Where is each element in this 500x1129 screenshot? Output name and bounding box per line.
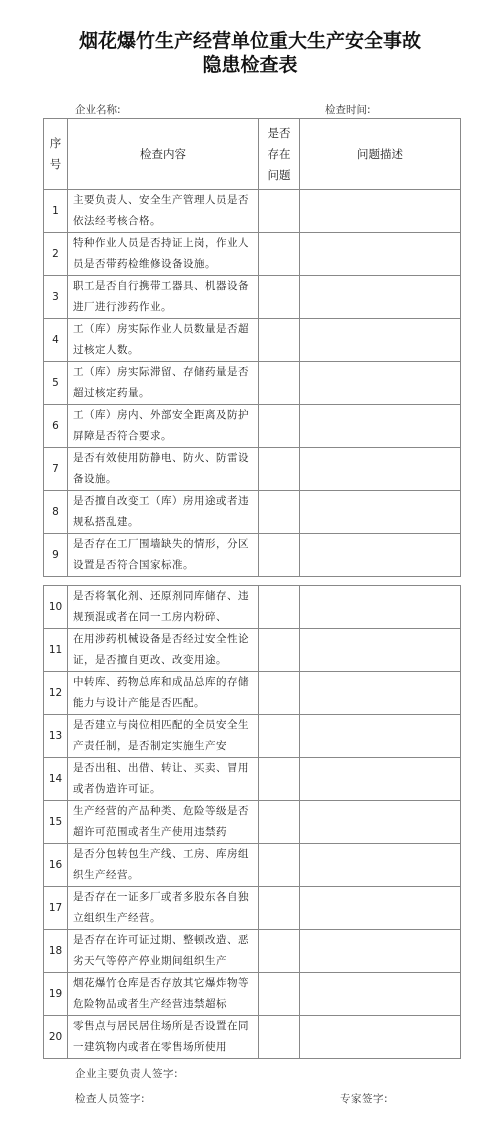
row-number: 2 bbox=[44, 233, 68, 276]
row-content-cell bbox=[68, 586, 259, 629]
check-content: 在用涉药机械设备是否经过安全性论证，是否擅自更改、改变用途。 bbox=[73, 633, 249, 666]
table-row bbox=[44, 844, 461, 887]
row-number: 6 bbox=[44, 405, 68, 448]
row-content-cell bbox=[68, 534, 259, 577]
exists-problem-cell[interactable] bbox=[259, 491, 300, 534]
table-row bbox=[44, 758, 461, 801]
table-row bbox=[44, 190, 461, 233]
exists-problem-cell[interactable] bbox=[259, 801, 300, 844]
check-content: 是否出租、出借、转让、买卖、冒用或者伪造许可证。 bbox=[73, 762, 249, 795]
check-content: 生产经营的产品种类、危险等级是否超许可范围或者生产使用违禁药 bbox=[73, 805, 249, 838]
document-title-line2: 隐患检查表 bbox=[202, 54, 298, 76]
problem-description-cell[interactable] bbox=[300, 930, 461, 973]
exists-problem-cell[interactable] bbox=[259, 629, 300, 672]
check-content: 是否存在工厂围墙缺失的情形，分区设置是否符合国家标准。 bbox=[73, 538, 249, 571]
row-number: 15 bbox=[44, 801, 68, 844]
exists-problem-cell[interactable] bbox=[259, 844, 300, 887]
problem-description-cell[interactable] bbox=[300, 672, 461, 715]
problem-description-cell[interactable] bbox=[300, 190, 461, 233]
checklist-table-part1 bbox=[43, 118, 461, 577]
row-content-cell bbox=[68, 362, 259, 405]
document-title-line1: 烟花爆竹生产经营单位重大生产安全事故 bbox=[78, 30, 421, 52]
table-row bbox=[44, 801, 461, 844]
row-content-cell bbox=[68, 844, 259, 887]
problem-description-cell[interactable] bbox=[300, 319, 461, 362]
problem-description-cell[interactable] bbox=[300, 276, 461, 319]
expert-signature-label: 专家签字: bbox=[340, 1093, 389, 1105]
table-row bbox=[44, 887, 461, 930]
problem-description-cell[interactable] bbox=[300, 233, 461, 276]
exists-problem-cell[interactable] bbox=[259, 362, 300, 405]
table-row bbox=[44, 1016, 461, 1059]
inspector-signature-label: 检查人员签字: bbox=[75, 1093, 146, 1105]
row-number: 12 bbox=[44, 672, 68, 715]
problem-description-cell[interactable] bbox=[300, 629, 461, 672]
problem-description-cell[interactable] bbox=[300, 887, 461, 930]
check-content: 是否擅自改变工（库）房用途或者违规私搭乱建。 bbox=[73, 495, 249, 528]
row-number: 19 bbox=[44, 973, 68, 1016]
row-content-cell bbox=[68, 405, 259, 448]
row-number: 9 bbox=[44, 534, 68, 577]
exists-problem-cell[interactable] bbox=[259, 448, 300, 491]
row-number: 3 bbox=[44, 276, 68, 319]
check-content: 特种作业人员是否持证上岗，作业人员是否带药检维修设备设施。 bbox=[73, 237, 249, 270]
table-row bbox=[44, 586, 461, 629]
table-row bbox=[44, 534, 461, 577]
check-time-label: 检查时间: bbox=[325, 104, 371, 116]
table-row bbox=[44, 930, 461, 973]
problem-description-cell[interactable] bbox=[300, 758, 461, 801]
exists-problem-cell[interactable] bbox=[259, 758, 300, 801]
problem-description-cell[interactable] bbox=[300, 844, 461, 887]
row-number: 18 bbox=[44, 930, 68, 973]
check-content: 是否将氧化剂、还原剂同库储存、违规预混或者在同一工房内粉碎、 bbox=[73, 590, 249, 623]
table-row bbox=[44, 233, 461, 276]
table-row bbox=[44, 319, 461, 362]
exists-problem-cell[interactable] bbox=[259, 887, 300, 930]
row-content-cell bbox=[68, 930, 259, 973]
exists-problem-cell[interactable] bbox=[259, 973, 300, 1016]
check-content: 中转库、药物总库和成品总库的存储能力与设计产能是否匹配。 bbox=[73, 676, 249, 709]
principal-signature-label: 企业主要负责人签字: bbox=[75, 1068, 179, 1080]
exists-problem-cell[interactable] bbox=[259, 586, 300, 629]
exists-problem-cell[interactable] bbox=[259, 534, 300, 577]
check-content: 是否存在一证多厂或者多股东各自独立组织生产经营。 bbox=[73, 891, 249, 924]
header-content: 检查内容 bbox=[68, 119, 259, 190]
table-row bbox=[44, 672, 461, 715]
enterprise-name-label: 企业名称: bbox=[75, 104, 121, 116]
row-content-cell bbox=[68, 629, 259, 672]
check-content: 工（库）房实际作业人员数量是否超过核定人数。 bbox=[73, 323, 249, 356]
row-content-cell bbox=[68, 973, 259, 1016]
table-row bbox=[44, 276, 461, 319]
row-number: 11 bbox=[44, 629, 68, 672]
row-content-cell bbox=[68, 190, 259, 233]
row-number: 16 bbox=[44, 844, 68, 887]
exists-problem-cell[interactable] bbox=[259, 233, 300, 276]
exists-problem-cell[interactable] bbox=[259, 1016, 300, 1059]
row-content-cell bbox=[68, 448, 259, 491]
row-content-cell bbox=[68, 715, 259, 758]
problem-description-cell[interactable] bbox=[300, 1016, 461, 1059]
problem-description-cell[interactable] bbox=[300, 715, 461, 758]
row-content-cell bbox=[68, 758, 259, 801]
row-number: 4 bbox=[44, 319, 68, 362]
row-content-cell bbox=[68, 491, 259, 534]
problem-description-cell[interactable] bbox=[300, 448, 461, 491]
problem-description-cell[interactable] bbox=[300, 586, 461, 629]
table-row bbox=[44, 973, 461, 1016]
table-row bbox=[44, 715, 461, 758]
row-content-cell bbox=[68, 276, 259, 319]
problem-description-cell[interactable] bbox=[300, 491, 461, 534]
check-content: 是否建立与岗位相匹配的全员安全生产责任制，是否制定实施生产安 bbox=[73, 719, 249, 752]
row-number: 10 bbox=[44, 586, 68, 629]
row-content-cell bbox=[68, 887, 259, 930]
header-seq: 序号 bbox=[44, 119, 68, 190]
exists-problem-cell[interactable] bbox=[259, 319, 300, 362]
check-content: 是否存在许可证过期、整顿改造、恶劣天气等停产停业期间组织生产 bbox=[73, 934, 249, 967]
exists-problem-cell[interactable] bbox=[259, 276, 300, 319]
row-number: 20 bbox=[44, 1016, 68, 1059]
row-number: 7 bbox=[44, 448, 68, 491]
row-content-cell bbox=[68, 233, 259, 276]
row-number: 17 bbox=[44, 887, 68, 930]
exists-problem-cell[interactable] bbox=[259, 930, 300, 973]
table-row bbox=[44, 491, 461, 534]
table-row bbox=[44, 405, 461, 448]
row-content-cell bbox=[68, 672, 259, 715]
problem-description-cell[interactable] bbox=[300, 405, 461, 448]
check-content: 工（库）房实际滞留、存储药量是否超过核定药量。 bbox=[73, 366, 249, 399]
check-content: 职工是否自行携带工器具、机器设备进厂进行涉药作业。 bbox=[73, 280, 249, 313]
problem-description-cell[interactable] bbox=[300, 801, 461, 844]
exists-problem-cell[interactable] bbox=[259, 405, 300, 448]
problem-description-cell[interactable] bbox=[300, 362, 461, 405]
check-content: 是否有效使用防静电、防火、防雷设备设施。 bbox=[73, 452, 249, 485]
row-content-cell bbox=[68, 319, 259, 362]
table-row bbox=[44, 448, 461, 491]
table-row bbox=[44, 629, 461, 672]
row-number: 1 bbox=[44, 190, 68, 233]
header-exists: 是否存在问题 bbox=[259, 119, 300, 190]
row-number: 13 bbox=[44, 715, 68, 758]
row-number: 5 bbox=[44, 362, 68, 405]
row-number: 14 bbox=[44, 758, 68, 801]
check-content: 零售点与居民居住场所是否设置在同一建筑物内或者在零售场所使用 bbox=[73, 1020, 249, 1053]
exists-problem-cell[interactable] bbox=[259, 715, 300, 758]
checklist-table-part2 bbox=[43, 585, 461, 1059]
exists-problem-cell[interactable] bbox=[259, 190, 300, 233]
problem-description-cell[interactable] bbox=[300, 973, 461, 1016]
check-content: 工（库）房内、外部安全距离及防护屏障是否符合要求。 bbox=[73, 409, 249, 442]
table-row bbox=[44, 362, 461, 405]
exists-problem-cell[interactable] bbox=[259, 672, 300, 715]
row-content-cell bbox=[68, 1016, 259, 1059]
table-header-row bbox=[44, 119, 461, 190]
problem-description-cell[interactable] bbox=[300, 534, 461, 577]
row-number: 8 bbox=[44, 491, 68, 534]
header-description: 问题描述 bbox=[300, 119, 461, 190]
check-content: 主要负责人、安全生产管理人员是否依法经考核合格。 bbox=[73, 194, 249, 227]
row-content-cell bbox=[68, 801, 259, 844]
check-content: 烟花爆竹仓库是否存放其它爆炸物等危险物品或者生产经营违禁超标 bbox=[73, 977, 249, 1010]
check-content: 是否分包转包生产线、工房、库房组织生产经营。 bbox=[73, 848, 249, 881]
